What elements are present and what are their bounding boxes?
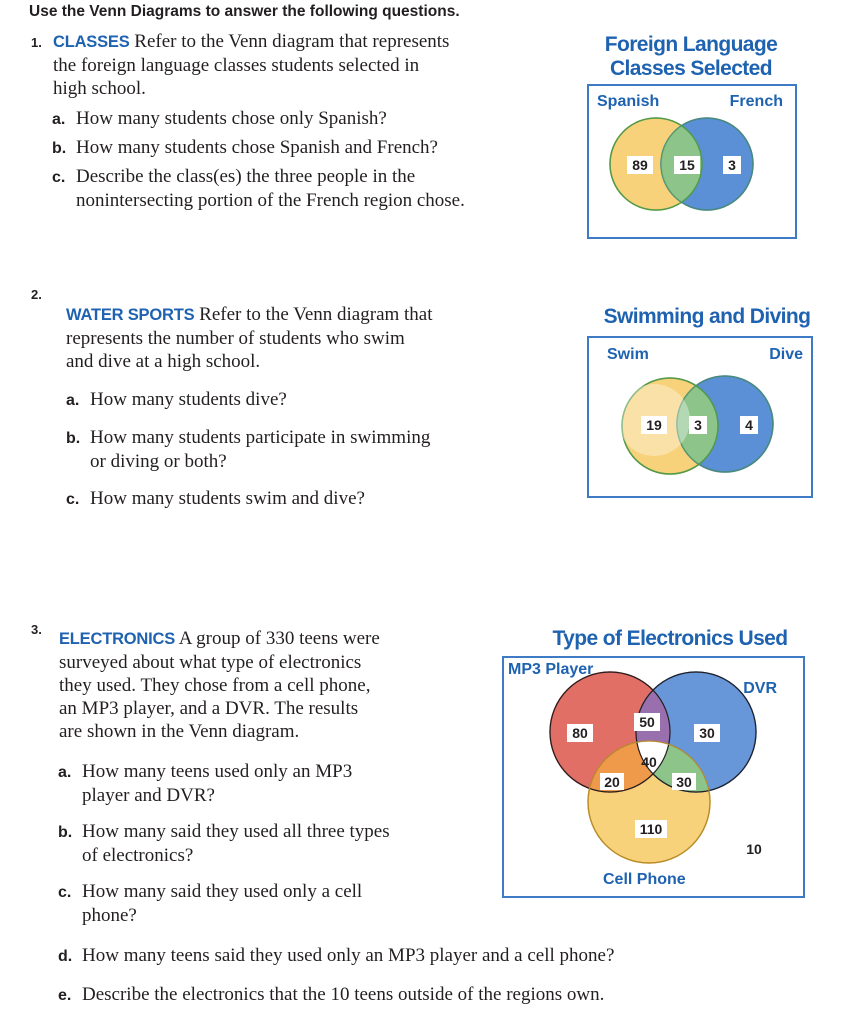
question-1b	[52, 136, 512, 160]
problem-2-keyword: WATER SPORTS	[66, 306, 195, 324]
question-letter: a.	[52, 111, 66, 128]
question-text-cont: or diving or both?	[90, 451, 227, 472]
diagram-1-title	[585, 33, 797, 81]
question-text-cont: phone?	[82, 905, 137, 926]
question-text: How many teens said they used only an MP3 player and a cell phone?	[82, 945, 615, 966]
diagram-3-phone-label: Cell Phone	[603, 871, 686, 888]
problem-2-number: 2.	[31, 287, 42, 302]
problem-3-line-2: surveyed about what type of electronics	[59, 652, 362, 673]
instructions-heading: Use the Venn Diagrams to answer the following questions.	[29, 3, 460, 20]
question-text: How many said they used only a cell	[82, 881, 363, 902]
diagram-3-mp3-label: MP3 Player	[508, 661, 594, 678]
diagram-3-dvr-label: DVR	[743, 680, 777, 697]
dive-only-value: 4	[745, 417, 753, 433]
question-2c	[66, 487, 506, 511]
diagram-1-title-line-2: Classes Selected	[609, 57, 772, 80]
question-text: How many students participate in swimming	[90, 427, 431, 448]
problem-3-text	[59, 627, 479, 743]
question-letter: e.	[58, 987, 72, 1004]
diagram-2-dive-label: Dive	[769, 346, 803, 363]
question-text: How many students dive?	[90, 389, 287, 410]
problem-2-text	[66, 303, 506, 373]
problem-3-line-3: they used. They chose from a cell phone,	[59, 675, 371, 696]
question-1c	[52, 165, 512, 212]
diagram-3-box	[502, 656, 805, 898]
question-text: How many said they used all three types	[82, 821, 390, 842]
question-text: How many students chose Spanish and French?	[76, 137, 438, 158]
diagram-1-venn	[589, 86, 795, 237]
problem-3-number: 3.	[31, 622, 42, 637]
question-text: Describe the electronics that the 10 teens outside of the regions own.	[82, 984, 605, 1005]
question-text: How many students chose only Spanish?	[76, 108, 387, 129]
dvr-only-value: 30	[699, 725, 715, 741]
all-three-value: 40	[641, 754, 657, 770]
problem-1-number: 1.	[31, 35, 42, 50]
mp3-only-value: 80	[572, 725, 588, 741]
question-text-cont: of electronics?	[82, 845, 194, 866]
diagram-2-box	[587, 336, 813, 498]
question-letter: a.	[66, 392, 80, 409]
question-letter: b.	[66, 430, 81, 447]
problem-1-questions	[52, 107, 512, 212]
phone-only-value: 110	[639, 821, 663, 837]
question-3a	[58, 760, 528, 807]
question-letter: c.	[58, 884, 72, 901]
mp3-dvr-value: 50	[639, 714, 655, 730]
diagram-2-title: Swimming and Diving	[603, 305, 811, 328]
french-only-value: 3	[728, 157, 736, 173]
question-letter: b.	[52, 140, 67, 157]
problem-2-questions	[66, 388, 506, 511]
question-text: How many teens used only an MP3	[82, 761, 353, 782]
problem-1-keyword: CLASSES	[53, 33, 130, 51]
problem-3-questions-abc	[58, 760, 528, 927]
question-2a	[66, 388, 506, 412]
question-3c	[58, 880, 528, 927]
question-letter: a.	[58, 764, 72, 781]
diagram-1-title-line-1: Foreign Language	[604, 33, 778, 56]
question-text: Describe the class(es) the three people in the	[76, 166, 416, 187]
question-letter: c.	[66, 491, 80, 508]
question-1a	[52, 107, 512, 131]
problem-2-line-1: Refer to the Venn diagram that	[194, 304, 433, 325]
question-3e	[58, 983, 818, 1007]
diagram-1-french-label: French	[729, 93, 783, 110]
question-3b	[58, 820, 528, 867]
question-letter: b.	[58, 824, 73, 841]
diagram-3-title: Type of Electronics Used	[552, 627, 788, 650]
problem-1-line-1: Refer to the Venn diagram that represents	[129, 31, 450, 52]
problem-3-line-4: an MP3 player, and a DVR. The results	[59, 698, 359, 719]
dvr-phone-value: 30	[676, 774, 692, 790]
question-text-cont: nonintersecting portion of the French region chose.	[76, 190, 465, 211]
diagram-2-venn	[589, 338, 811, 496]
problem-1-line-3: high school.	[53, 78, 146, 99]
question-text: How many students swim and dive?	[90, 488, 365, 509]
swim-dive-value: 3	[694, 417, 702, 433]
diagram-1-spanish-label: Spanish	[597, 93, 660, 110]
problem-2-line-2: represents the number of students who swim	[66, 328, 405, 349]
question-2b	[66, 426, 506, 473]
problem-1-text	[53, 30, 493, 100]
swim-only-value: 19	[646, 417, 662, 433]
problem-2-line-3: and dive at a high school.	[66, 351, 261, 372]
diagram-1-box	[587, 84, 797, 239]
problem-3-line-1: A group of 330 teens were	[175, 628, 380, 649]
mp3-phone-value: 20	[604, 774, 620, 790]
problem-3-keyword: ELECTRONICS	[59, 630, 176, 648]
both-value: 15	[679, 157, 695, 173]
question-text-cont: player and DVR?	[82, 785, 215, 806]
problem-1-line-2: the foreign language classes students selected in	[53, 55, 420, 76]
question-letter: c.	[52, 169, 66, 186]
question-letter: d.	[58, 948, 73, 965]
problem-3-line-5: are shown in the Venn diagram.	[59, 721, 300, 742]
spanish-only-value: 89	[632, 157, 648, 173]
question-3d	[58, 944, 818, 968]
outside-value: 10	[746, 841, 762, 857]
diagram-2-swim-label: Swim	[607, 346, 649, 363]
